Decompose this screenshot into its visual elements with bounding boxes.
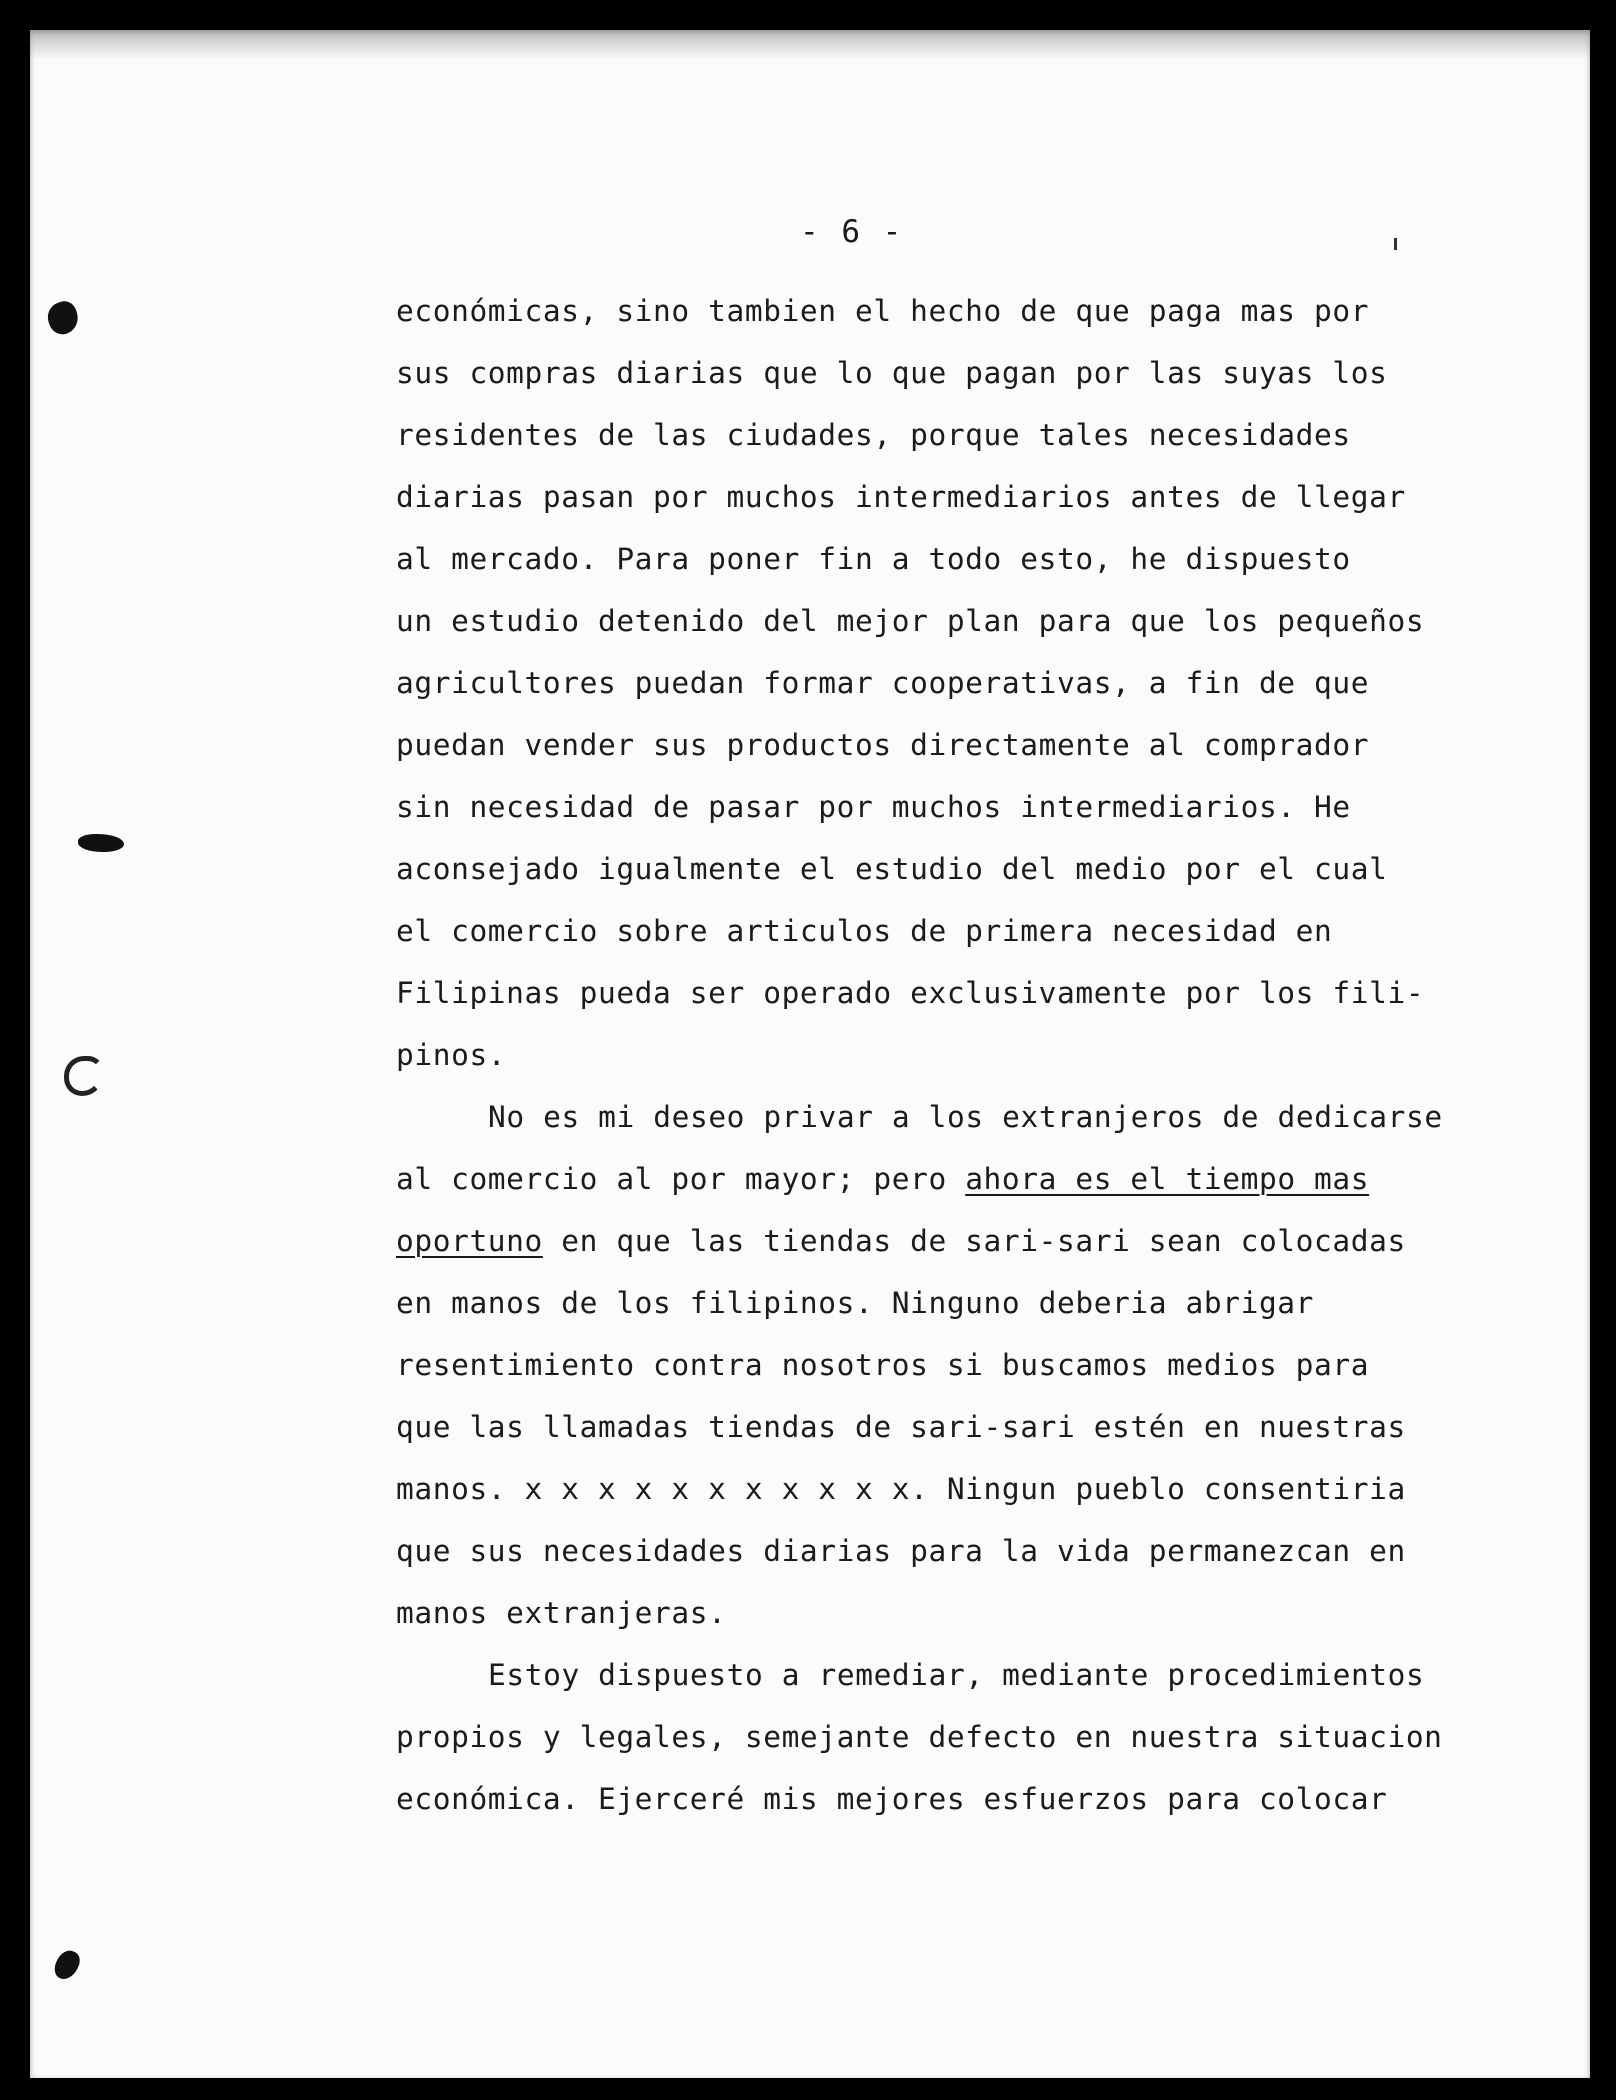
text-line: agricultores puedan formar cooperativas, a fin de que bbox=[396, 666, 1370, 700]
stray-ink-mark bbox=[1394, 238, 1397, 250]
text-line: en manos de los filipinos. Ninguno deberia abrigar bbox=[396, 1286, 1315, 1320]
page-number: - 6 - bbox=[800, 214, 904, 250]
text-line: manos. x x x x x x x x x x x. Ningun pueblo consentiria bbox=[396, 1472, 1406, 1506]
text-line: sus compras diarias que lo que pagan por las suyas los bbox=[396, 356, 1388, 390]
text-line: al mercado. Para poner fin a todo esto, he dispuesto bbox=[396, 542, 1351, 576]
text-line: económica. Ejerceré mis mejores esfuerzos para colocar bbox=[396, 1782, 1388, 1816]
scan-smudge bbox=[30, 30, 1590, 60]
text-line: que sus necesidades diarias para la vida permanezcan en bbox=[396, 1534, 1406, 1568]
paragraph-start-line: No es mi deseo privar a los extranjeros de dedicarse bbox=[488, 1100, 1443, 1134]
text-line: propios y legales, semejante defecto en nuestra situacion bbox=[396, 1720, 1443, 1754]
text-line: un estudio detenido del mejor plan para que los pequeños bbox=[396, 604, 1425, 638]
text-line: puedan vender sus productos directamente al comprador bbox=[396, 728, 1370, 762]
text-line: manos extranjeras. bbox=[396, 1596, 727, 1630]
paragraph-start-line: Estoy dispuesto a remediar, mediante procedimientos bbox=[488, 1658, 1425, 1692]
text-line-with-underline bbox=[396, 1210, 1476, 1272]
text-line-with-underline bbox=[396, 1148, 1476, 1210]
body-text bbox=[396, 280, 1476, 1830]
scan-border-right bbox=[1590, 0, 1616, 2100]
text-line: resentimiento contra nosotros si buscamos medios para bbox=[396, 1348, 1370, 1382]
text-line: Filipinas pueda ser operado exclusivamente por los fili- bbox=[396, 976, 1425, 1010]
text-line: aconsejado igualmente el estudio del medio por el cual bbox=[396, 852, 1388, 886]
text-line: sin necesidad de pasar por muchos intermediarios. He bbox=[396, 790, 1351, 824]
text-line: diarias pasan por muchos intermediarios antes de llegar bbox=[396, 480, 1406, 514]
underlined-phrase: ahora es el tiempo mas bbox=[965, 1162, 1370, 1196]
text-segment: al comercio al por mayor; pero bbox=[396, 1162, 966, 1196]
text-segment: en que las tiendas de sari-sari sean colocadas bbox=[542, 1224, 1406, 1258]
scan-border-top bbox=[0, 0, 1616, 30]
text-line: que las llamadas tiendas de sari-sari estén en nuestras bbox=[396, 1410, 1406, 1444]
underlined-phrase: oportuno bbox=[396, 1224, 543, 1258]
text-line: económicas, sino tambien el hecho de que paga mas por bbox=[396, 294, 1370, 328]
scan-border-left bbox=[0, 0, 30, 2100]
text-line: pinos. bbox=[396, 1038, 507, 1072]
text-line: residentes de las ciudades, porque tales necesidades bbox=[396, 418, 1351, 452]
scan-border-bottom bbox=[0, 2078, 1616, 2100]
punch-hole-mark bbox=[78, 834, 124, 852]
text-line: el comercio sobre articulos de primera necesidad en bbox=[396, 914, 1333, 948]
